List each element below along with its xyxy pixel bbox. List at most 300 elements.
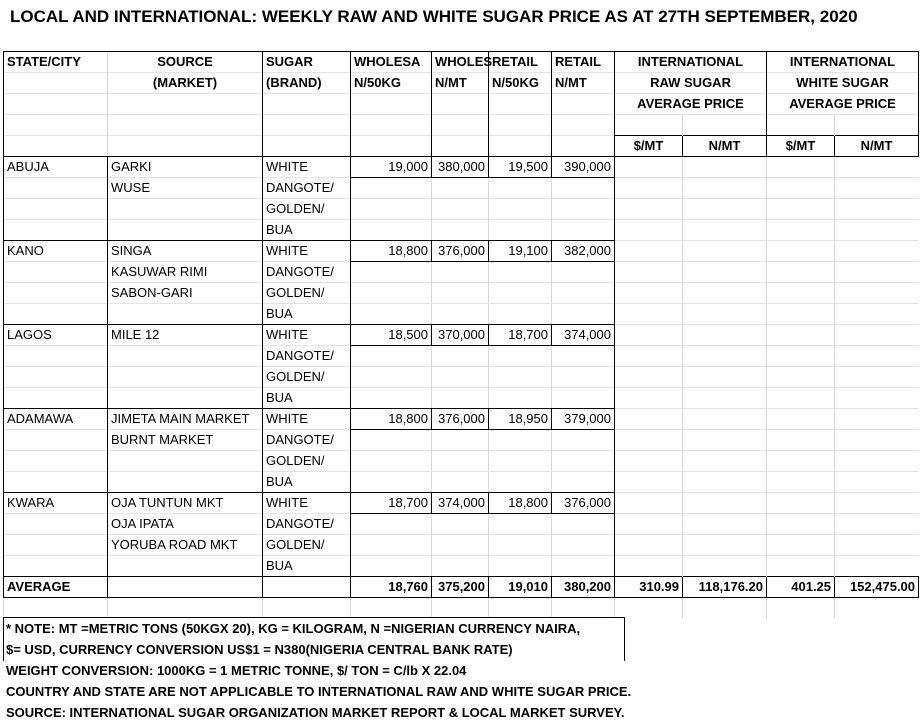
avg-white-usd-mt: 401.25 xyxy=(767,577,835,598)
cell xyxy=(108,598,263,619)
header-retail-mt: RETAIL xyxy=(552,52,615,73)
cell xyxy=(683,157,767,178)
cell xyxy=(351,283,432,304)
sugar-price-table xyxy=(3,51,919,618)
cell xyxy=(489,367,552,388)
cell xyxy=(767,178,835,199)
cell xyxy=(767,472,835,493)
cell xyxy=(615,493,683,514)
cell xyxy=(432,199,489,220)
state-name: KWARA xyxy=(4,493,108,514)
market-name: GARKI xyxy=(108,157,263,178)
cell xyxy=(683,409,767,430)
header-source-sub: (MARKET) xyxy=(108,73,263,94)
cell xyxy=(615,220,683,241)
wholesale-50kg: 19,000 xyxy=(351,157,432,178)
table-row xyxy=(4,556,919,577)
cell xyxy=(767,220,835,241)
cell xyxy=(432,367,489,388)
cell xyxy=(489,220,552,241)
cell xyxy=(489,136,552,157)
cell xyxy=(432,304,489,325)
cell xyxy=(615,514,683,535)
market-name: JIMETA MAIN MARKET xyxy=(108,409,263,430)
header-raw-naira-mt: N/MT xyxy=(683,136,767,157)
brand-name: DANGOTE/ xyxy=(263,430,351,451)
wholesale-50kg: 18,500 xyxy=(351,325,432,346)
cell xyxy=(351,262,432,283)
cell xyxy=(552,262,615,283)
cell xyxy=(4,514,108,535)
cell xyxy=(4,598,108,619)
note-line: WEIGHT CONVERSION: 1000KG = 1 METRIC TONNE, $/ TON = C/lb X 22.04 xyxy=(6,663,467,678)
brand-name: BUA xyxy=(263,304,351,325)
cell xyxy=(432,514,489,535)
cell xyxy=(108,115,263,136)
cell xyxy=(767,409,835,430)
cell xyxy=(263,94,351,115)
cell xyxy=(489,115,552,136)
cell xyxy=(835,493,919,514)
cell xyxy=(767,430,835,451)
retail-50kg: 18,800 xyxy=(489,493,552,514)
brand-name: GOLDEN/ xyxy=(263,451,351,472)
cell xyxy=(552,535,615,556)
cell xyxy=(615,409,683,430)
cell xyxy=(351,178,432,199)
cell xyxy=(351,304,432,325)
cell xyxy=(615,283,683,304)
cell xyxy=(835,241,919,262)
cell xyxy=(108,304,263,325)
cell xyxy=(351,514,432,535)
cell xyxy=(351,430,432,451)
cell xyxy=(108,136,263,157)
cell xyxy=(615,199,683,220)
cell xyxy=(767,367,835,388)
cell xyxy=(835,598,919,619)
cell xyxy=(489,556,552,577)
cell xyxy=(489,304,552,325)
cell xyxy=(552,178,615,199)
header-source: SOURCE xyxy=(108,52,263,73)
table-row xyxy=(4,430,919,451)
retail-50kg: 18,950 xyxy=(489,409,552,430)
note-line: $= USD, CURRENCY CONVERSION US$1 = N380(NIGERIA CENTRAL BANK RATE) xyxy=(6,642,513,657)
brand-name: BUA xyxy=(263,556,351,577)
brand-name: WHITE xyxy=(263,409,351,430)
cell xyxy=(4,73,108,94)
cell xyxy=(615,262,683,283)
cell xyxy=(552,430,615,451)
brand-name: DANGOTE/ xyxy=(263,346,351,367)
cell xyxy=(432,115,489,136)
cell xyxy=(683,304,767,325)
cell xyxy=(4,535,108,556)
cell xyxy=(351,388,432,409)
cell xyxy=(108,367,263,388)
brand-name: WHITE xyxy=(263,493,351,514)
cell xyxy=(615,115,683,136)
cell xyxy=(489,346,552,367)
wholesale-50kg: 18,700 xyxy=(351,493,432,514)
table-row xyxy=(4,409,919,430)
cell xyxy=(615,367,683,388)
header-state-city: STATE/CITY xyxy=(4,52,108,73)
cell xyxy=(4,556,108,577)
cell xyxy=(351,367,432,388)
cell xyxy=(683,598,767,619)
cell xyxy=(4,472,108,493)
table-row xyxy=(4,73,919,94)
table-row xyxy=(4,325,919,346)
cell xyxy=(683,367,767,388)
cell xyxy=(432,178,489,199)
cell xyxy=(767,241,835,262)
cell xyxy=(4,262,108,283)
cell xyxy=(489,514,552,535)
cell xyxy=(552,283,615,304)
state-name: ABUJA xyxy=(4,157,108,178)
cell xyxy=(835,556,919,577)
market-name: KASUWAR RIMI xyxy=(108,262,263,283)
header-intl-raw-avg: AVERAGE PRICE xyxy=(615,94,767,115)
cell xyxy=(108,556,263,577)
cell xyxy=(683,430,767,451)
cell xyxy=(835,283,919,304)
cell xyxy=(489,283,552,304)
cell xyxy=(432,220,489,241)
cell xyxy=(263,115,351,136)
table-row xyxy=(4,514,919,535)
cell xyxy=(552,598,615,619)
cell xyxy=(683,556,767,577)
cell xyxy=(767,304,835,325)
cell xyxy=(351,94,432,115)
cell xyxy=(432,136,489,157)
retail-50kg: 19,100 xyxy=(489,241,552,262)
cell xyxy=(263,136,351,157)
retail-50kg: 18,700 xyxy=(489,325,552,346)
header-wholesale-mt: WHOLES. xyxy=(432,52,489,73)
wholesale-50kg: 18,800 xyxy=(351,409,432,430)
brand-name: DANGOTE/ xyxy=(263,514,351,535)
cell xyxy=(489,472,552,493)
cell xyxy=(263,598,351,619)
cell xyxy=(683,514,767,535)
cell xyxy=(552,220,615,241)
cell xyxy=(615,556,683,577)
cell xyxy=(835,157,919,178)
cell xyxy=(767,346,835,367)
cell xyxy=(835,199,919,220)
wholesale-mt: 370,000 xyxy=(432,325,489,346)
note-line: * NOTE: MT =METRIC TONS (50KGX 20), KG = KILOGRAM, N =NIGERIAN CURRENCY NAIRA, xyxy=(6,621,581,636)
cell xyxy=(552,346,615,367)
cell xyxy=(835,472,919,493)
cell xyxy=(767,325,835,346)
cell xyxy=(767,598,835,619)
cell xyxy=(432,451,489,472)
cell xyxy=(615,241,683,262)
cell xyxy=(4,94,108,115)
cell xyxy=(615,472,683,493)
header-intl-white-sub: WHITE SUGAR xyxy=(767,73,919,94)
table-row xyxy=(4,535,919,556)
avg-white-naira-mt: 152,475.00 xyxy=(835,577,919,598)
table-row xyxy=(4,388,919,409)
table-row xyxy=(4,136,919,157)
brand-name: WHITE xyxy=(263,157,351,178)
cell xyxy=(4,388,108,409)
cell xyxy=(552,388,615,409)
avg-raw-naira-mt: 118,176.20 xyxy=(683,577,767,598)
cell xyxy=(432,556,489,577)
cell xyxy=(108,199,263,220)
cell xyxy=(4,199,108,220)
avg-retail-50kg: 19,010 xyxy=(489,577,552,598)
brand-name: DANGOTE/ xyxy=(263,262,351,283)
header-wholesale-kg-sub: N/50KG xyxy=(351,73,432,94)
market-name: SINGA xyxy=(108,241,263,262)
cell xyxy=(615,325,683,346)
header-intl-raw: INTERNATIONAL xyxy=(615,52,767,73)
brand-name: GOLDEN/ xyxy=(263,283,351,304)
cell xyxy=(683,493,767,514)
cell xyxy=(4,178,108,199)
cell xyxy=(767,199,835,220)
cell xyxy=(767,451,835,472)
cell xyxy=(767,157,835,178)
cell xyxy=(683,178,767,199)
cell xyxy=(351,136,432,157)
sheet-title: LOCAL AND INTERNATIONAL: WEEKLY RAW AND WHITE SUGAR PRICE AS AT 27TH SEPTEMBER, 2020 xyxy=(10,7,858,26)
cell xyxy=(767,262,835,283)
brand-name: WHITE xyxy=(263,241,351,262)
cell xyxy=(552,199,615,220)
table-row xyxy=(4,241,919,262)
cell xyxy=(615,388,683,409)
table-row xyxy=(4,262,919,283)
market-name: YORUBA ROAD MKT xyxy=(108,535,263,556)
cell xyxy=(108,472,263,493)
wholesale-mt: 376,000 xyxy=(432,241,489,262)
table-row xyxy=(4,472,919,493)
average-label: AVERAGE xyxy=(4,577,108,598)
header-retail-kg-sub: N/50KG xyxy=(489,73,552,94)
cell xyxy=(432,430,489,451)
cell xyxy=(767,556,835,577)
header-white-naira-mt: N/MT xyxy=(835,136,919,157)
table-row xyxy=(4,493,919,514)
note-line: COUNTRY AND STATE ARE NOT APPLICABLE TO INTERNATIONAL RAW AND WHITE SUGAR PRICE. xyxy=(6,684,632,699)
cell xyxy=(552,94,615,115)
cell xyxy=(432,472,489,493)
cell xyxy=(4,283,108,304)
market-name: BURNT MARKET xyxy=(108,430,263,451)
cell xyxy=(615,430,683,451)
cell xyxy=(683,220,767,241)
cell xyxy=(767,514,835,535)
table-row xyxy=(4,283,919,304)
cell xyxy=(351,556,432,577)
cell xyxy=(552,556,615,577)
cell xyxy=(108,346,263,367)
header-retail-mt-sub: N/MT xyxy=(552,73,615,94)
cell xyxy=(108,577,263,598)
wholesale-mt: 374,000 xyxy=(432,493,489,514)
avg-raw-usd-mt: 310.99 xyxy=(615,577,683,598)
cell xyxy=(263,577,351,598)
cell xyxy=(835,220,919,241)
cell xyxy=(615,346,683,367)
table-row xyxy=(4,157,919,178)
cell xyxy=(108,94,263,115)
cell xyxy=(4,430,108,451)
header-raw-usd-mt: $/MT xyxy=(615,136,683,157)
cell xyxy=(552,304,615,325)
cell xyxy=(683,346,767,367)
avg-wholesale-mt: 375,200 xyxy=(432,577,489,598)
cell xyxy=(835,325,919,346)
retail-mt: 374,000 xyxy=(552,325,615,346)
retail-mt: 382,000 xyxy=(552,241,615,262)
cell xyxy=(767,283,835,304)
cell xyxy=(351,115,432,136)
table-row xyxy=(4,199,919,220)
cell xyxy=(432,262,489,283)
cell xyxy=(108,220,263,241)
cell xyxy=(552,367,615,388)
cell xyxy=(351,451,432,472)
cell xyxy=(351,220,432,241)
cell xyxy=(835,451,919,472)
notes xyxy=(3,618,663,723)
header-wholesale-kg: WHOLESA xyxy=(351,52,432,73)
cell xyxy=(615,598,683,619)
cell xyxy=(835,514,919,535)
cell xyxy=(489,262,552,283)
market-name: SABON-GARI xyxy=(108,283,263,304)
header-intl-white-avg: AVERAGE PRICE xyxy=(767,94,919,115)
cell xyxy=(552,136,615,157)
cell xyxy=(683,535,767,556)
cell xyxy=(432,283,489,304)
retail-mt: 379,000 xyxy=(552,409,615,430)
cell xyxy=(4,220,108,241)
cell xyxy=(489,178,552,199)
cell xyxy=(767,388,835,409)
cell xyxy=(489,598,552,619)
cell xyxy=(683,199,767,220)
cell xyxy=(432,535,489,556)
cell xyxy=(4,451,108,472)
brand-name: GOLDEN/ xyxy=(263,367,351,388)
cell xyxy=(432,94,489,115)
brand-name: DANGOTE/ xyxy=(263,178,351,199)
table-row xyxy=(4,52,919,73)
cell xyxy=(351,598,432,619)
cell xyxy=(4,346,108,367)
cell xyxy=(767,493,835,514)
table-row xyxy=(4,577,919,598)
cell xyxy=(615,178,683,199)
cell xyxy=(489,430,552,451)
cell xyxy=(552,451,615,472)
retail-mt: 376,000 xyxy=(552,493,615,514)
cell xyxy=(835,346,919,367)
header-wholesale-mt-sub: N/MT xyxy=(432,73,489,94)
cell xyxy=(432,388,489,409)
cell xyxy=(683,283,767,304)
cell xyxy=(4,367,108,388)
cell xyxy=(4,115,108,136)
cell xyxy=(4,136,108,157)
brand-name: BUA xyxy=(263,220,351,241)
brand-name: BUA xyxy=(263,388,351,409)
cell xyxy=(432,598,489,619)
cell xyxy=(767,535,835,556)
brand-name: WHITE xyxy=(263,325,351,346)
cell xyxy=(615,157,683,178)
cell xyxy=(683,325,767,346)
cell xyxy=(835,304,919,325)
cell xyxy=(489,388,552,409)
cell xyxy=(683,262,767,283)
cell xyxy=(683,115,767,136)
cell xyxy=(4,304,108,325)
cell xyxy=(489,451,552,472)
header-retail-kg: RETAIL xyxy=(489,52,552,73)
cell xyxy=(489,199,552,220)
cell xyxy=(552,514,615,535)
header-intl-raw-sub: RAW SUGAR xyxy=(615,73,767,94)
cell xyxy=(835,430,919,451)
cell xyxy=(351,199,432,220)
wholesale-mt: 376,000 xyxy=(432,409,489,430)
table-row xyxy=(4,346,919,367)
header-white-usd-mt: $/MT xyxy=(767,136,835,157)
cell xyxy=(108,451,263,472)
cell xyxy=(835,535,919,556)
cell xyxy=(489,535,552,556)
state-name: KANO xyxy=(4,241,108,262)
header-sugar-sub: (BRAND) xyxy=(263,73,351,94)
cell xyxy=(683,472,767,493)
avg-wholesale-50kg: 18,760 xyxy=(351,577,432,598)
cell xyxy=(552,472,615,493)
cell xyxy=(835,262,919,283)
table-row xyxy=(4,598,919,619)
table-row xyxy=(4,178,919,199)
brand-name: BUA xyxy=(263,472,351,493)
cell xyxy=(615,451,683,472)
retail-50kg: 19,500 xyxy=(489,157,552,178)
table-row xyxy=(4,220,919,241)
cell xyxy=(835,178,919,199)
header-intl-white: INTERNATIONAL xyxy=(767,52,919,73)
cell xyxy=(351,535,432,556)
state-name: LAGOS xyxy=(4,325,108,346)
cell xyxy=(683,241,767,262)
market-name: MILE 12 xyxy=(108,325,263,346)
state-name: ADAMAWA xyxy=(4,409,108,430)
cell xyxy=(835,115,919,136)
cell xyxy=(767,115,835,136)
cell xyxy=(351,472,432,493)
cell xyxy=(108,388,263,409)
wholesale-50kg: 18,800 xyxy=(351,241,432,262)
